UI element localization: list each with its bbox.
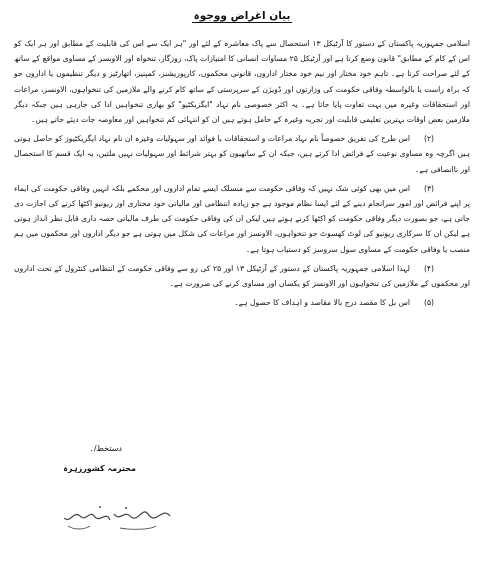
- paragraph-4-text: لہذا اسلامی جمہوریہ پاکستان کے دستور کے آرٹیکل ۱۳ اور ۲۵ کی رو سے وفاقی حکومت کے انتظامی کنٹرول کے تحت اداروں اور محکموں کے ملازمین کی تنخواہوں اور الاونسز کو یکساں اور مساوی کرنے کی ضرورت ہے۔: [14, 263, 470, 289]
- paragraph-5-text: اس بل کا مقصد درج بالا مقاصد و اہداف کا حصول ہے۔: [234, 298, 410, 308]
- paragraph-5: [14, 295, 470, 310]
- paragraph-5-number: (۵): [423, 298, 434, 308]
- signature-label: دستخط/۔: [89, 444, 122, 453]
- handwritten-signature: [60, 502, 178, 534]
- paragraph-2: [14, 131, 470, 177]
- paragraph-1: [14, 36, 470, 127]
- paragraph-2-number: (۲): [423, 134, 434, 144]
- paragraph-3: [14, 181, 470, 257]
- document-body: [14, 36, 470, 314]
- signature-scribble: [60, 502, 178, 534]
- paragraph-2-text: اس طرح کی تفریق خصوصاً نام نہاد مراعات و استحقاقات یا فوائد اور سہولیات وغیرہ ان نام نہاد ایگزیکٹیوز کو حاصل ہوتی ہیں اگرچہ وہ مساوی نوعیت کے فرائض ادا کرتے ہیں، جبکہ ان کے ساتھیوں کو بہتر شرائط اور سہولیات نہیں ملتیں، یہ ایک قسم کا استحصال اور ناانصافی ہے۔: [14, 134, 470, 174]
- paragraph-4-number: (۴): [423, 263, 434, 273]
- document-title: [0, 10, 484, 22]
- paragraph-3-text: اس میں بھی کوئی شک نہیں کہ وفاقی حکومت سے منسلک ایسے تمام اداروں اور محکمے بلکہ انہیں وفاقی حکومت کی ایماء پر اپنے فرائض اور امور سرانجام دینے کے لئے ایسا نظام موجود ہے جو زیادہ انتظامی اور مالیاتی خود مختاری اور ریونیو اکٹھا کرنے کی اجازت دی جاتی ہے، جو بصورت دیگر وفاقی حکومت کو اکٹھا کرنے ہوتے ہیں لیکن ان کی وفاقی حکومت کی طرف مالیاتی حصہ داری قابل نظر انداز ہوتی ہے لیکن ان کا سرکاری ریونیو کی لوٹ کھسوٹ جو تنخواہوں، الاونسز اور مراعات کی شکل میں ہوتی ہے جو دیگر اداروں اور محکموں میں ہم منصب یا وفاقی حکومت کے مساوی سول سروسز کو دستیاب ہوتا ہے۔: [14, 183, 470, 254]
- paragraph-1-text: اسلامی جمہوریہ پاکستان کے دستور کا آرٹیکل ۱۳ استحصال سے پاک معاشرہ کے لئے اور "ہر ایک سے اس کی قابلیت کے مطابق اور ہر ایک کو اس کے کام کے مطابق" قانون وضع کرتا ہے اور آرٹیکل ۲۵ مساوات انسانی کا امتیازات پاک، روزگار، تنخواہ اور الاونسز کے مساوی مواقع کے ساتھ کے لئے صراحت کرتا ہے۔ تاہم خود مختار اور نیم خود مختار اداروں، قانونی محکموں، کارپوریشنز، کمپنیز، اتھارٹیز و دیگر تنظیموں یا اداروں جو کہ براہ راست یا بالواسطہ وفاقی حکومت کی وزارتوں اور ڈویژن کے سرپرستی کے ساتھ کام کرنے والے ملازمین کی تنخواہوں، الاونسز، مراعات اور استحقاقات وغیرہ میں بہت تفاوت پایا جاتا ہے۔ یہ اکثر خصوصی نام نہاد "ایگزیکٹیو" کو بھاری تنخواہیں ادا کی جارہی ہیں جبکہ دیگر ملازمین بعض اوقات بہترین تعلیمی قابلیت اور تجربہ وغیرہ کے حامل ہوتے ہیں ان کو انتہائی کم تنخواہیں اور معاوضہ جات دیئے جاتے ہیں۔: [14, 39, 471, 125]
- paragraph-3-number: (۳): [423, 183, 434, 193]
- signer-name: محترمہ کشورزہرہ: [63, 464, 136, 473]
- document-title-text: بیان اغراض ووجوہ: [193, 10, 291, 22]
- paragraph-4: [14, 261, 470, 291]
